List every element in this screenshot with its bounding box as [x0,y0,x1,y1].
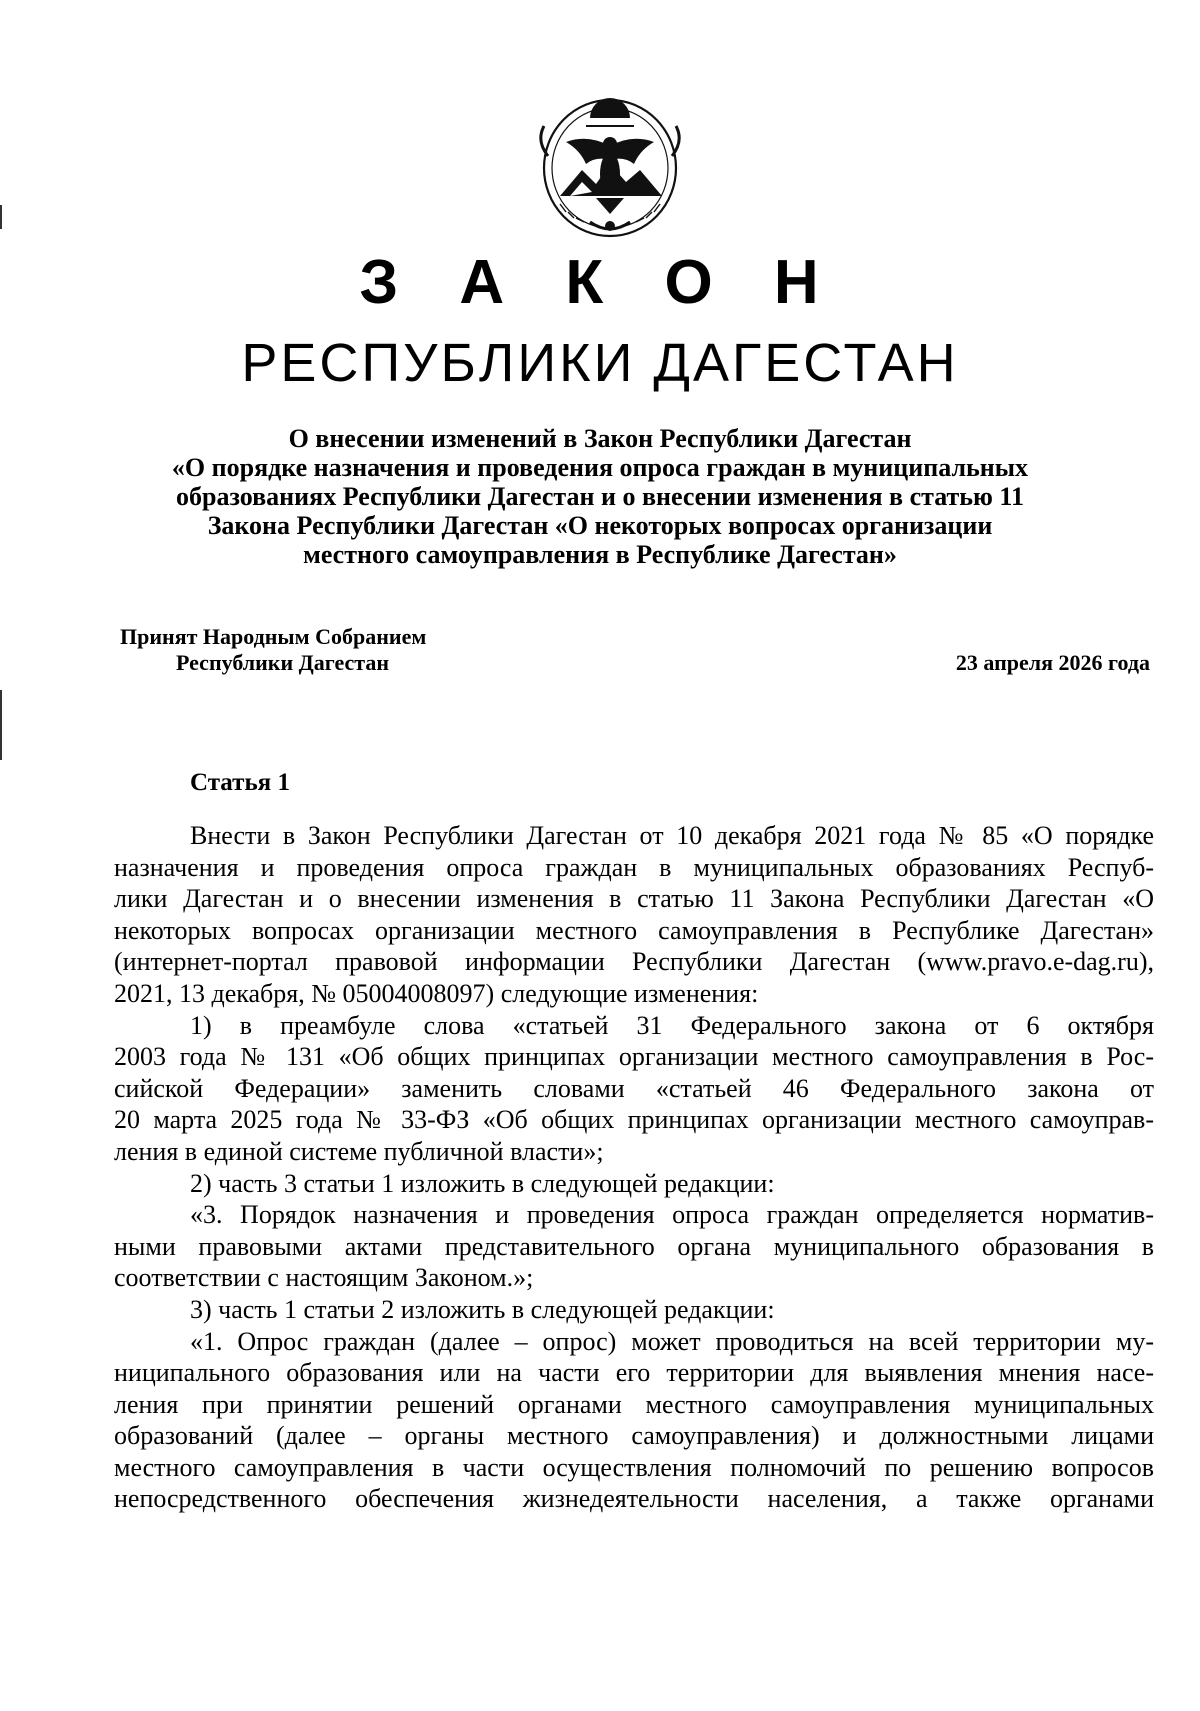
law-name-line: образованиях Республики Дагестан и о внесении изменения в статью 11 [176,482,1024,511]
document-title: З А К О Н [359,248,841,317]
scan-mark [0,205,2,229]
body-line: 2021, 13 декабря, № 05004008097) следующие изменения: [114,978,759,1008]
body-line: сийской Федерации» заменить словами «статьей 46 Федерального закона от [114,1073,1154,1103]
law-name-line: «О порядке назначения и проведения опроса граждан в муниципальных [171,453,1029,482]
adoption-block [120,624,426,676]
body-line: назначения и проведения опроса граждан в муниципальных образованиях Респуб- [114,852,1154,882]
adoption-line: Принят Народным Собранием [120,624,427,649]
body-line: 2003 года № 131 «Об общих принципах организации местного самоуправления в Рос- [114,1042,1154,1072]
scan-mark [0,690,2,760]
law-name-block [100,424,1100,569]
body-line: соответствии с настоящим Законом.»; [114,1263,534,1293]
body-line: ниципального образования или на части его территории для выявления мнения насе- [114,1358,1154,1388]
body-line: непосредственного обеспечения жизнедеятельности населения, а также органами [114,1484,1154,1514]
body-line: лики Дагестан и о внесении изменения в статью 11 Закона Республики Дагестан «О [114,884,1154,914]
body-line: «1. Опрос граждан (далее – опрос) может проводиться на всей территории му- [190,1326,1154,1356]
body-line: некоторых вопросах организации местного самоуправления в Республике Дагестан» [114,915,1154,945]
coat-of-arms-emblem [530,86,690,246]
body-line: «3. Порядок назначения и проведения опроса граждан определяется норматив- [190,1200,1154,1230]
body-line: Внести в Закон Республики Дагестан от 10 декабря 2021 года № 85 «О порядке [190,821,1154,850]
body-line: 20 марта 2025 года № 33-ФЗ «Об общих принципах организации местного самоуправ- [114,1105,1154,1135]
body-line: местного самоуправления в части осуществления полномочий по решению вопросов [114,1452,1154,1482]
eagle-emblem-icon [530,86,690,246]
body-line: образований (далее – органы местного самоуправления) и должностными лицами [114,1421,1154,1451]
body-line: ления в единой системе публичной власти»; [114,1136,604,1166]
body-line: 2) часть 3 статьи 1 изложить в следующей редакции: [190,1168,775,1198]
article-heading: Статья 1 [190,769,290,796]
article-body [114,820,1154,1515]
law-name-line: О внесении изменений в Закон Республики Дагестан [288,424,912,453]
adoption-date: 23 апреля 2026 года [955,650,1150,675]
body-line: ления при принятии решений органами местного самоуправления муниципальных [114,1389,1154,1419]
adoption-line: Республики Дагестан [176,650,390,675]
body-line: 3) часть 1 статьи 2 изложить в следующей редакции: [190,1294,775,1324]
body-line: (интернет-портал правовой информации Республики Дагестан (www.pravo.e-dag.ru), [114,947,1154,977]
body-line: ными правовыми актами представительного органа муниципального образования в [114,1231,1154,1261]
document-subtitle: РЕСПУБЛИКИ ДАГЕСТАН [241,333,959,393]
body-line: 1) в преамбуле слова «статьей 31 Федерального закона от 6 октября [190,1010,1154,1040]
law-name-line: местного самоуправления в Республике Дагестан» [303,540,897,569]
law-name-line: Закона Республики Дагестан «О некоторых вопросах организации [207,511,993,540]
